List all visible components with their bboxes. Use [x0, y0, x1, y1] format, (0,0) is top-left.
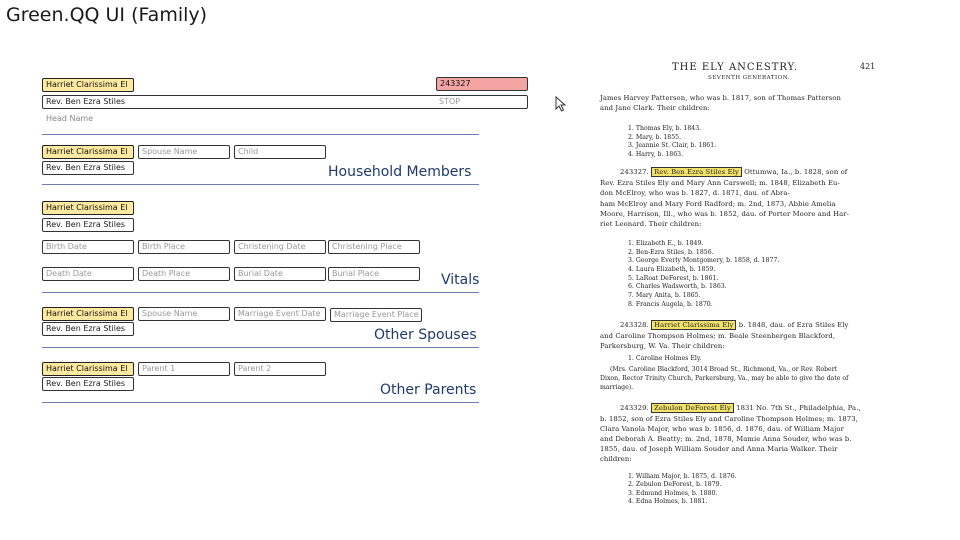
household-members-heading: Household Members — [328, 164, 472, 180]
marriage-event-place-field[interactable] — [330, 308, 422, 322]
doc-p3-name-highlight: Harriet Clarissima Ely — [651, 320, 736, 330]
spouses-name-field-2[interactable]: Rev. Ben Ezra Stiles — [42, 322, 134, 336]
doc-list1-item: 2. Mary, b. 1855. — [628, 134, 682, 141]
divider-vitals — [42, 292, 479, 293]
death-date-field[interactable] — [42, 267, 134, 281]
doc-p2-line: ham McElroy and Mary Ford Radford; m. 2nd, 1873, Abbie Amelia — [600, 200, 836, 208]
doc-p2-name-highlight: Rev. Ben Ezra Stiles Ely — [651, 167, 742, 177]
spouses-name-field-1[interactable]: Harriet Clarissima El — [42, 307, 134, 321]
head-name-field-1[interactable]: Harriet Clarissima El — [42, 78, 134, 92]
doc-p2-id: 243327. — [620, 168, 649, 176]
doc-p4-line: b. 1852, son of Ezra Stiles Ely and Caroline Thompson Holmes; m. 1873, — [600, 415, 858, 423]
doc-list2-item: 6. Charles Wadsworth, b. 1863. — [628, 283, 727, 290]
marriage-event-date-placeholder: Marriage Event Date — [238, 309, 321, 318]
death-date-placeholder: Death Date — [46, 269, 92, 278]
other-spouse-name-placeholder: Spouse Name — [142, 309, 198, 318]
doc-subheading: SEVENTH GENERATION. — [708, 75, 790, 81]
burial-date-field[interactable] — [234, 267, 326, 281]
birth-date-field[interactable] — [42, 240, 134, 254]
doc-p3-line1 — [620, 320, 849, 330]
head-name-field-2-text: Rev. Ben Ezra Stiles — [46, 97, 126, 106]
head-name-label: Head Name — [46, 114, 94, 123]
doc-list4-item: 2. Zebulon DeForest, b. 1879. — [628, 481, 722, 488]
doc-p3-line: and Caroline Thompson Holmes; m. Beale Steenbergen Blackford, — [600, 332, 836, 340]
vitals-name-field-2[interactable]: Rev. Ben Ezra Stiles — [42, 218, 134, 232]
doc-list2-item: 1. Elizabeth E., b. 1849. — [628, 240, 704, 247]
burial-place-placeholder: Burial Place — [332, 269, 380, 278]
stop-label[interactable]: STOP — [439, 97, 461, 106]
doc-p4-line1 — [620, 403, 861, 413]
doc-p2-line: riet Leonard. Their children: — [600, 220, 702, 228]
doc-p2-line: don McElroy, who was b. 1827, d. 1871, dau. of Abra- — [600, 189, 790, 197]
other-spouse-name-field[interactable] — [138, 307, 230, 321]
doc-list4-item: 3. Edmund Holmes, b. 1880. — [628, 490, 718, 497]
birth-date-placeholder: Birth Date — [46, 242, 87, 251]
divider-household — [42, 184, 479, 185]
spouse-name-field[interactable] — [138, 145, 230, 159]
parent-2-placeholder: Parent 2 — [238, 364, 272, 373]
doc-note-line: Dixon, Rector Trinity Church, Parkersburg, Va., may be able to give the date of — [600, 375, 849, 382]
parents-name-field-2[interactable]: Rev. Ben Ezra Stiles — [42, 377, 134, 391]
birth-place-field[interactable] — [138, 240, 230, 254]
doc-p3-first-rest: b. 1848, dau. of Ezra Stiles Ely — [738, 321, 849, 329]
doc-list4-item: 1. William Major, b. 1875, d. 1876. — [628, 473, 737, 480]
divider-parents — [42, 402, 479, 403]
doc-p2-line1 — [620, 167, 847, 177]
doc-p2-line: Moore, Harrison, Ill., who was b. 1852, dau. of Porter Moore and Har- — [600, 210, 850, 218]
doc-list2-item: 5. LaRoat DeForest, b. 1861. — [628, 275, 719, 282]
doc-p1-line1: James Harvey Patterson, who was b. 1817, son of Thomas Patterson — [600, 94, 842, 102]
scanned-book-page — [596, 60, 880, 520]
death-place-placeholder: Death Place — [142, 269, 191, 278]
marriage-event-date-field[interactable] — [234, 307, 326, 321]
doc-list1-item: 3. Jeannie St. Clair, b. 1861. — [628, 142, 717, 149]
app-title: Green.QQ UI (Family) — [6, 4, 208, 26]
doc-p3-line: Parkersburg, W. Va. Their children: — [600, 342, 725, 350]
id-field[interactable]: 243327 — [436, 77, 528, 91]
burial-place-field[interactable] — [328, 267, 420, 281]
doc-list2-item: 3. George Everly Montgomery, b. 1858, d. 1877. — [628, 257, 780, 264]
child-field[interactable] — [234, 145, 326, 159]
doc-page-number: 421 — [860, 62, 876, 71]
christening-place-field[interactable] — [328, 240, 420, 254]
spouse-name-placeholder: Spouse Name — [142, 147, 198, 156]
doc-heading: THE ELY ANCESTRY. — [672, 62, 799, 73]
doc-p4-line: children: — [600, 455, 632, 463]
doc-list2-item: 7. Mary Anita, b. 1865. — [628, 292, 701, 299]
death-place-field[interactable] — [138, 267, 230, 281]
doc-list4-item: 4. Edna Holmes, b. 1881. — [628, 498, 708, 505]
doc-list2-item: 8. Francis Augela, b. 1870. — [628, 301, 713, 308]
burial-date-placeholder: Burial Date — [238, 269, 283, 278]
christening-date-field[interactable] — [234, 240, 326, 254]
parents-name-field-1[interactable]: Harriet Clarissima El — [42, 362, 134, 376]
doc-list2-item: 2. Ben-Ezra Stiles, b. 1856. — [628, 249, 714, 256]
divider-spouses — [42, 347, 479, 348]
vitals-name-field-1[interactable]: Harriet Clarissima El — [42, 201, 134, 215]
doc-list3-item: 1. Caroline Holmes Ely. — [628, 355, 702, 362]
doc-note-line: (Mrs. Caroline Blackford, 3014 Broad St., Richmond, Va., or Rev. Robert — [610, 366, 838, 373]
doc-note-line: marriage). — [600, 384, 634, 391]
doc-p3-id: 243328. — [620, 321, 649, 329]
marriage-event-place-placeholder: Marriage Event Place — [334, 310, 419, 319]
doc-p4-line: Clara Vanola Major, who was b. 1856, d. 1876, dau. of William Major — [600, 425, 844, 433]
divider-head — [42, 134, 479, 135]
parent-1-field[interactable] — [138, 362, 230, 376]
parent-2-field[interactable] — [234, 362, 326, 376]
doc-list1-item: 1. Thomas Ely, b. 1843. — [628, 125, 702, 132]
arrow-cursor-icon — [553, 95, 569, 113]
doc-p4-line: and Deborah A. Beatty; m. 2nd, 1878, Mamie Anna Souder, who was b. — [600, 435, 852, 443]
doc-p1-line2: and Jane Clark. Their children: — [600, 104, 710, 112]
doc-list2-item: 4. Laura Elizabeth, b. 1859. — [628, 266, 716, 273]
parent-1-placeholder: Parent 1 — [142, 364, 176, 373]
vitals-heading: Vitals — [441, 272, 480, 288]
household-name-field-2[interactable]: Rev. Ben Ezra Stiles — [42, 161, 134, 175]
doc-p4-first-rest: 1831 No. 7th St., Philadelphia, Pa., — [736, 404, 861, 412]
doc-list1-item: 4. Harry, b. 1863. — [628, 151, 684, 158]
christening-date-placeholder: Christening Date — [238, 242, 306, 251]
doc-p2-first-rest: Ottumwa, Ia., b. 1828, son of — [744, 168, 848, 176]
other-spouses-heading: Other Spouses — [374, 327, 477, 343]
doc-p4-name-highlight: Zebulon DeForest Ely — [651, 403, 734, 413]
doc-p2-line: Rev. Ezra Stiles Ely and Mary Ann Carswell; m. 1848, Elizabeth Eu- — [600, 179, 840, 187]
child-placeholder: Child — [238, 147, 259, 156]
other-parents-heading: Other Parents — [380, 382, 477, 398]
christening-place-placeholder: Christening Place — [332, 242, 402, 251]
household-name-field-1[interactable]: Harriet Clarissima El — [42, 145, 134, 159]
birth-place-placeholder: Birth Place — [142, 242, 186, 251]
doc-p4-id: 243329. — [620, 404, 649, 412]
doc-p4-line: 1855, dau. of Joseph William Souder and Anna Maria Walker. Their — [600, 445, 838, 453]
